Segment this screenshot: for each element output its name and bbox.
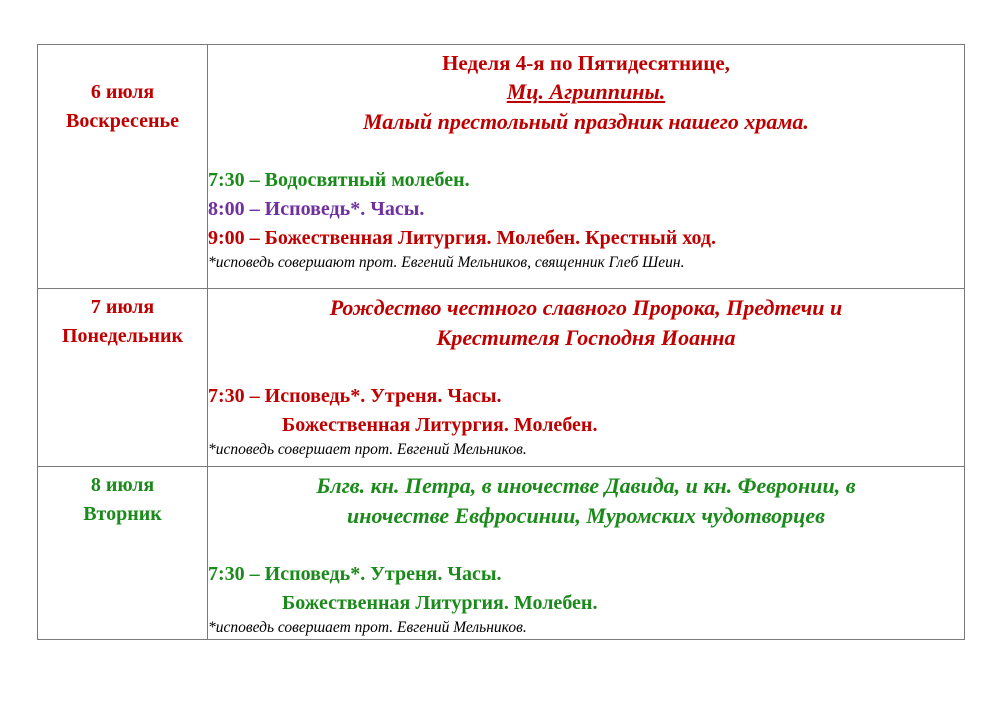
schedule-item: 7:30 – Исповедь*. Утреня. Часы.	[208, 563, 502, 585]
date-cell	[38, 467, 208, 640]
blank-line	[208, 137, 964, 166]
service-cell	[208, 45, 965, 289]
date: 8 июля	[90, 474, 155, 496]
feast-title: Малый престольный праздник нашего храма.	[363, 109, 809, 134]
date-cell	[38, 289, 208, 467]
schedule-item: Божественная Литургия. Молебен.	[282, 592, 598, 614]
schedule-item: Божественная Литургия. Молебен.	[282, 414, 598, 436]
date-cell	[38, 45, 208, 289]
feast-title-continued: Крестителя Господня Иоанна	[436, 325, 736, 350]
table-row	[38, 289, 965, 467]
table-row	[38, 467, 965, 640]
confession-note: *исповедь совершают прот. Евгений Мельников, священник Глеб Шеин.	[208, 254, 685, 271]
confession-note: *исповедь совершает прот. Евгений Мельников.	[208, 619, 527, 636]
blank-line	[208, 353, 964, 382]
schedule-item: 9:00 – Божественная Литургия. Молебен. Крестный ход.	[208, 227, 716, 249]
saint-name: Мц. Агриппины.	[506, 79, 666, 104]
service-cell	[208, 289, 965, 467]
weekday: Понедельник	[61, 325, 184, 347]
schedule-item: 8:00 – Исповедь*. Часы.	[208, 198, 425, 220]
table-row	[38, 45, 965, 289]
feast-title-continued: иночестве Евфросинии, Муромских чудотворцев	[347, 503, 825, 528]
date: 7 июля	[90, 296, 155, 318]
blank-line	[208, 531, 964, 560]
weekday: Вторник	[83, 503, 162, 525]
feast-title: Рождество честного славного Пророка, Предтечи и	[329, 295, 843, 320]
service-cell	[208, 467, 965, 640]
confession-note: *исповедь совершает прот. Евгений Мельников.	[208, 441, 527, 458]
feast-title: Блгв. кн. Петра, в иночестве Давида, и кн. Февронии, в	[316, 473, 856, 498]
weekday: Воскресенье	[66, 110, 179, 132]
week-title: Неделя 4-я по Пятидесятнице,	[442, 51, 730, 75]
schedule-item: 7:30 – Водосвятный молебен.	[208, 169, 470, 191]
date: 6 июля	[90, 81, 155, 103]
schedule-item: 7:30 – Исповедь*. Утреня. Часы.	[208, 385, 502, 407]
schedule-table	[37, 44, 965, 640]
